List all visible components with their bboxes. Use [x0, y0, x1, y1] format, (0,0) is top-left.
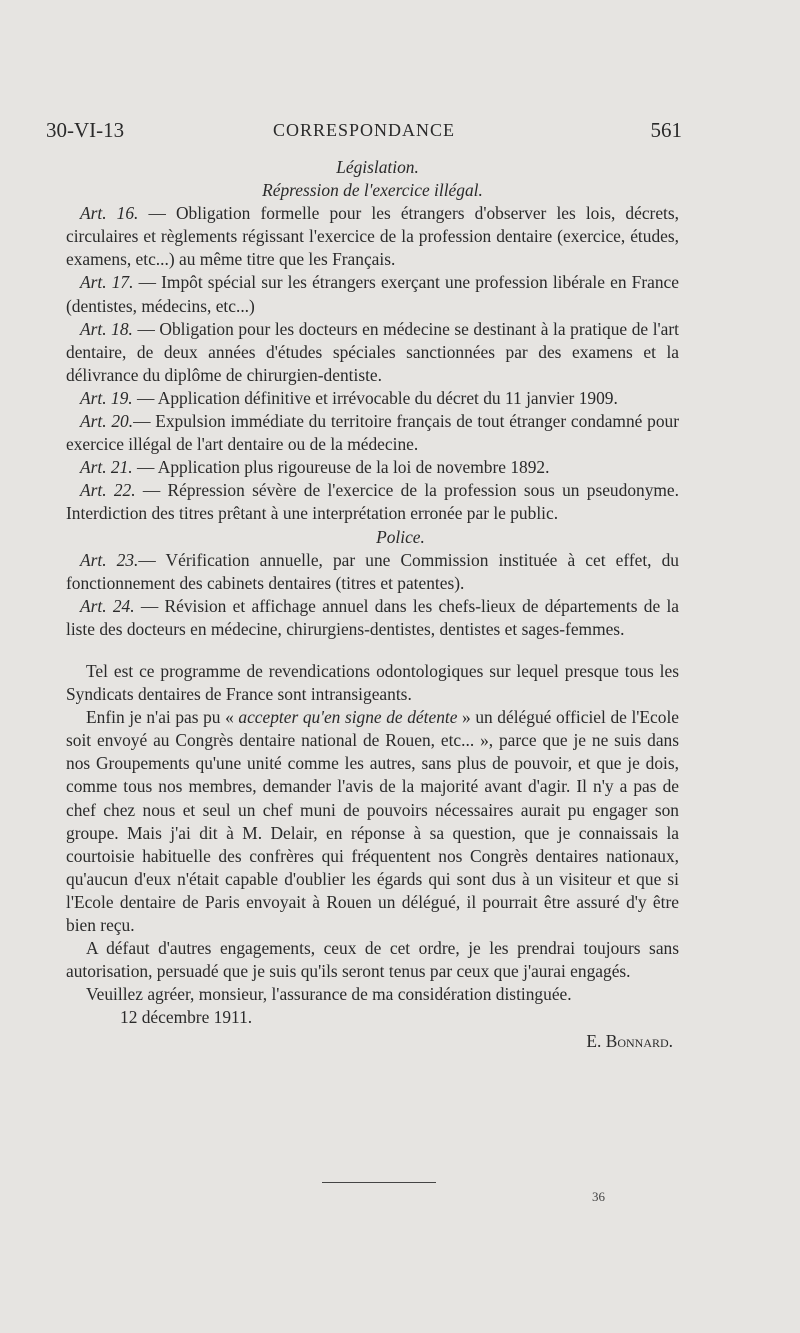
article-text: — Impôt spécial sur les étrangers exerçant une profession libérale en France (dentistes, médecins, etc...) — [66, 272, 679, 316]
article-text: — Révision et affichage annuel dans les chefs-lieux de départements de la liste des docteurs en médecine, chirurgiens-dentistes, dentistes et sages-femmes. — [66, 595, 679, 639]
heading-police: Police. — [376, 526, 425, 547]
paragraph-salutation: Veuillez agréer, monsieur, l'assurance de ma considération distinguée. — [86, 984, 572, 1005]
article-label: Art. 18. — [80, 318, 133, 339]
paragraph-delegue — [66, 706, 679, 937]
signature-name: Bonnard. — [605, 1031, 673, 1052]
article-label: Art. 21. — [80, 457, 133, 478]
letter-date: 12 décembre 1911. — [120, 1007, 253, 1028]
article-18 — [66, 318, 679, 387]
article-19 — [66, 387, 679, 410]
signature — [66, 1030, 679, 1053]
article-label: Art. 23. — [80, 549, 139, 570]
article-17 — [66, 271, 679, 317]
paragraph-engagements: A défaut d'autres engagements, ceux de cet ordre, je les prendrai toujours sans autorisation, persuadé que je suis qu'ils seront tenus par ceux que j'aurai engagés. — [66, 938, 679, 982]
paragraph-text: » un délégué officiel de l'Ecole soit envoyé au Congrès dentaire national de Rouen, etc... », parce que je ne suis dans nos Groupements qu'une unité comme les autres, sans plus de pouvoir, et que je dois, comme tous nos membres, demander l'avis de la majorité avant d'agir. Il n'y a pas de chef chez nous et seul un chef muni de pouvoirs nécessaires aurait pu engager son groupe. Mais j'ai dit à M. Delair, en réponse à sa question, que je connaissais la courtoisie habituelle des confrères qui fréquentent nos Congrès dentaires nationaux, qu'aucun d'eux n'était capable d'oublier les égards qui sont dus à un visiteur et que si l'Ecole dentaire de Paris envoyait à Rouen un délégué, il pourrait être assuré d'y être bien reçu. — [66, 707, 680, 935]
paragraph-text: Enfin je n'ai pas pu « — [86, 707, 239, 728]
article-text: — Expulsion immédiate du territoire français de tout étranger condamné pour exercice illégal de l'art dentaire ou de la médecine. — [66, 411, 680, 455]
article-label: Art. 19. — [80, 387, 133, 408]
quoted-phrase: accepter qu'en signe de détente — [238, 707, 458, 728]
article-label: Art. 24. — [80, 595, 135, 616]
article-label: Art. 16. — [80, 203, 139, 224]
article-24 — [66, 595, 679, 641]
article-label: Art. 17. — [80, 272, 134, 293]
article-text: — Obligation formelle pour les étrangers d'observer les lois, décrets, circulaires et règlements régissant l'exercice de la profession dentaire (exercice, études, examens, etc...) au même titre que les Français. — [66, 203, 680, 270]
spacer — [66, 641, 679, 660]
header-date: 30-VI-13 — [46, 118, 125, 142]
article-text: — Répression sévère de l'exercice de la profession sous un pseudonyme. Interdiction des titres prêtant à une interprétation erronée par le public. — [66, 480, 680, 524]
article-20 — [66, 410, 679, 456]
heading-repression: Répression de l'exercice illégal. — [262, 180, 483, 201]
page-body — [66, 156, 679, 1054]
article-23 — [66, 549, 679, 595]
article-label: Art. 22. — [80, 480, 136, 501]
article-text: — Application plus rigoureuse de la loi de novembre 1892. — [132, 457, 550, 478]
section-rule — [322, 1182, 436, 1183]
article-16 — [66, 202, 679, 271]
signature-initial: E. — [586, 1031, 606, 1052]
paragraph-programme: Tel est ce programme de revendications odontologiques sur lequel presque tous les Syndicats dentaires de France sont intransigeants. — [66, 660, 679, 705]
article-text: — Obligation pour les docteurs en médecine se destinant à la pratique de l'art dentaire, de deux années d'études spéciales sanctionnées par des examens et la délivrance du diplôme de chirurgien-dentiste. — [66, 318, 680, 385]
article-21 — [66, 456, 679, 479]
article-label: Art. 20. — [80, 411, 134, 432]
article-text: — Vérification annuelle, par une Commission instituée à cet effet, du fonctionnement des cabinets dentaires (titres et patentes). — [66, 549, 679, 593]
article-text: — Application définitive et irrévocable du décret du 11 janvier 1909. — [132, 387, 618, 408]
article-22 — [66, 479, 679, 525]
page-number: 561 — [650, 118, 682, 142]
header-title: CORRESPONDANCE — [272, 120, 456, 140]
signature-mark: 36 — [592, 1189, 605, 1204]
heading-legislation: Législation. — [336, 157, 419, 177]
running-header — [46, 118, 682, 148]
